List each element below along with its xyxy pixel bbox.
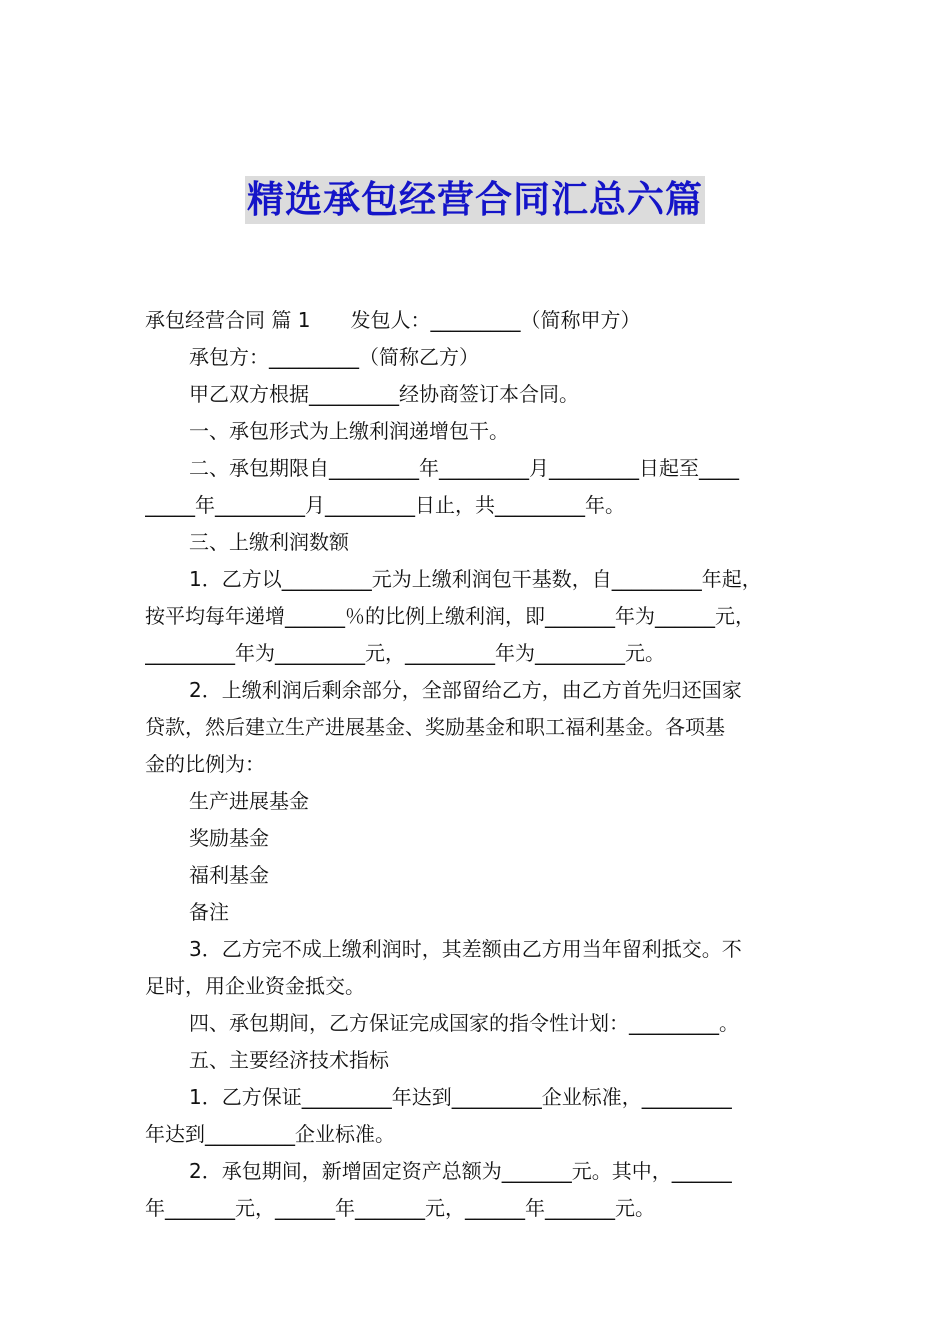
paragraph-line: 足时，用企业资金抵交。 (145, 974, 365, 998)
document-body (145, 302, 810, 1227)
paragraph-line: 1．乙方以_________元为上缴利润包干基数，自_________年起， (189, 567, 762, 591)
paragraph-line: 甲乙双方根据_________经协商签订本合同。 (189, 382, 579, 406)
paragraph-line: 年达到_________企业标准。 (145, 1122, 395, 1146)
paragraph-line: 年_______元，______年_______元，______年_______元。 (145, 1196, 655, 1220)
paragraph-line: 1．乙方保证_________年达到_________企业标准，_________ (189, 1085, 732, 1109)
paragraph-line: 生产进展基金 (189, 789, 309, 813)
paragraph-line: 三、上缴利润数额 (189, 530, 349, 554)
paragraph-line: 福利基金 (189, 863, 269, 887)
paragraph-line: _________年为_________元，_________年为_________元。 (145, 641, 665, 665)
paragraph-line: 备注 (189, 900, 229, 924)
paragraph-line: 二、承包期限自_________年_________月_________日起至____ (189, 456, 739, 480)
paragraph-line: 2．承包期间，新增固定资产总额为_______元。其中，______ (189, 1159, 732, 1183)
paragraph-line: 2．上缴利润后剩余部分，全部留给乙方，由乙方首先归还国家 (189, 678, 742, 702)
paragraph-line: 奖励基金 (189, 826, 269, 850)
paragraph-line: 四、承包期间，乙方保证完成国家的指令性计划：_________。 (189, 1011, 739, 1035)
paragraph-line: _____年_________月_________日止，共_________年。 (145, 493, 625, 517)
title-wrap (0, 176, 950, 224)
paragraph-line: 按平均每年递增______％的比例上缴利润，即_______年为______元， (145, 604, 755, 628)
paragraph-line: 一、承包形式为上缴利润递增包干。 (189, 419, 509, 443)
paragraph-line: 金的比例为： (145, 752, 265, 776)
paragraph-line: 贷款，然后建立生产进展基金、奖励基金和职工福利基金。各项基 (145, 715, 725, 739)
paragraph-line: 承包经营合同 篇 1 发包人：_________（简称甲方） (145, 308, 641, 332)
paragraph-line: 五、主要经济技术指标 (189, 1048, 389, 1072)
document-title: 精选承包经营合同汇总六篇 (245, 176, 705, 224)
paragraph-line: 承包方：_________（简称乙方） (189, 345, 479, 369)
paragraph-line: 3．乙方完不成上缴利润时，其差额由乙方用当年留利抵交。不 (189, 937, 742, 961)
